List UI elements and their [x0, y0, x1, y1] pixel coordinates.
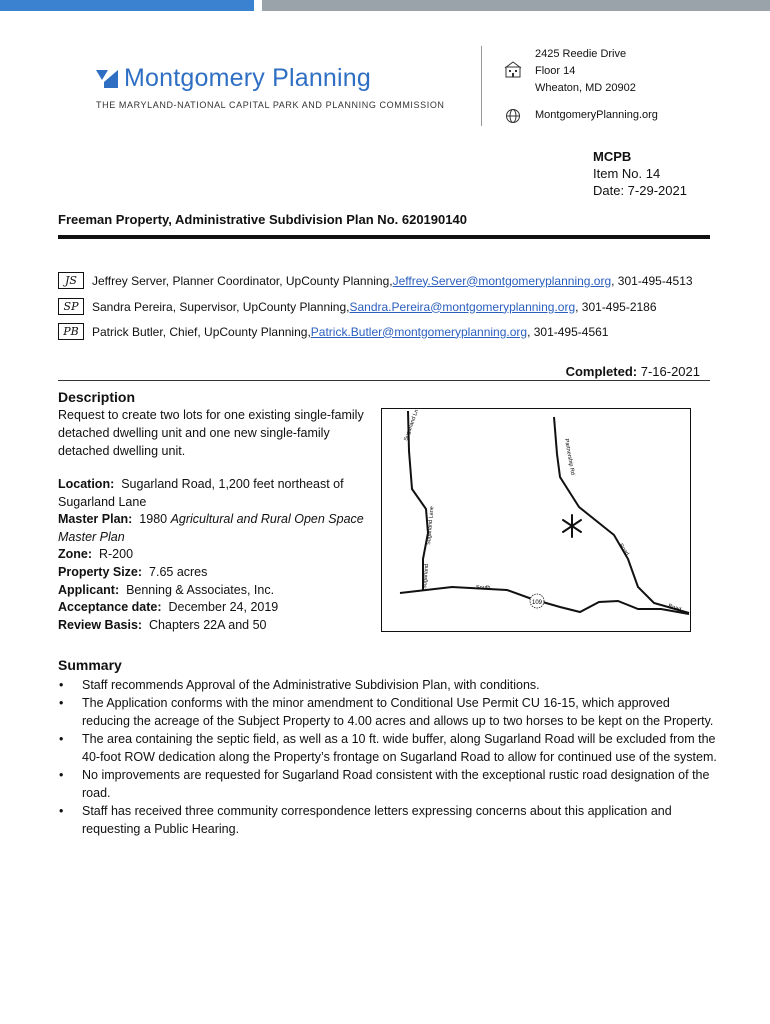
summary-item-text: No improvements are requested for Sugarland Road consistent with the exceptional rustic road designation of the road.	[82, 768, 710, 800]
detail-label: Location:	[58, 477, 115, 491]
staff-contact	[58, 323, 608, 340]
completed-value: 7-16-2021	[640, 364, 700, 379]
summary-list	[58, 676, 718, 838]
meeting-board: MCPB	[593, 149, 632, 164]
detail-master-plan	[58, 511, 378, 546]
org-subtitle: THE MARYLAND-NATIONAL CAPITAL PARK AND PLANNING COMMISSION	[96, 100, 445, 110]
map-route-label: 109	[531, 600, 543, 606]
staff-text: Sandra Pereira, Supervisor, UpCounty Planning,	[92, 299, 350, 314]
summary-item-text: The area containing the septic field, as well as a 10 ft. wide buffer, along Sugarland Road will be excluded from the 40-foot ROW dedication along the Property’s frontage on Sugarland Road to allow for continued use of the system.	[82, 732, 717, 764]
staff-phone: , 301-495-4561	[527, 324, 609, 339]
description-text: Request to create two lots for one existing single-family detached dwelling unit and one new single-family detached dwelling unit.	[58, 408, 364, 458]
vicinity-map	[381, 408, 691, 632]
bullet: •	[59, 804, 64, 818]
signature-initials: PB	[58, 323, 84, 340]
org-logo	[96, 64, 445, 110]
signature-initials: SP	[58, 298, 84, 315]
detail-label: Property Size:	[58, 564, 143, 579]
map-road-label: Partnership Rd	[563, 438, 576, 476]
meeting-item: Item No. 14	[593, 166, 661, 181]
project-details	[58, 476, 378, 634]
map-road-label: South	[476, 585, 491, 591]
detail-value: 7.65 acres	[149, 564, 208, 579]
staff-phone: , 301-495-2186	[575, 299, 657, 314]
top-bar-gray	[262, 0, 770, 11]
detail-review-basis	[58, 617, 378, 635]
address-line: 2425 Reedie Drive	[535, 48, 627, 60]
completed-date	[566, 364, 700, 379]
map-road-label: Road	[617, 542, 630, 557]
detail-value: R-200	[98, 547, 134, 562]
detail-label: Zone:	[58, 547, 93, 562]
globe-icon	[505, 108, 521, 124]
bullet: •	[59, 732, 64, 746]
address-line: Floor 14	[535, 65, 576, 77]
bullet: •	[59, 768, 64, 782]
detail-value: Chapters 22A and 50	[149, 617, 267, 632]
description-heading: Description	[58, 389, 136, 405]
title-rule	[58, 235, 710, 239]
detail-value: December 24, 2019	[168, 600, 279, 615]
detail-value: Benning & Associates, Inc.	[126, 582, 275, 597]
staff-text: Jeffrey Server, Planner Coordinator, UpCounty Planning,	[92, 273, 393, 288]
org-name: Montgomery Planning	[124, 64, 371, 92]
staff-email-link[interactable]: Jeffrey.Server@montgomeryplanning.org	[392, 273, 612, 288]
summary-item-text: Staff has received three community correspondence letters expressing concerns about this application and requesting a Public Hearing.	[82, 804, 672, 836]
building-icon	[504, 60, 522, 78]
header-divider	[481, 46, 482, 126]
staff-email-link[interactable]: Patrick.Butler@montgomeryplanning.org	[310, 324, 528, 339]
detail-acceptance-date	[58, 599, 378, 617]
detail-applicant	[58, 582, 378, 600]
address-block	[535, 46, 636, 97]
vicinity-map-drawing	[382, 409, 690, 631]
document-title: Freeman Property, Administrative Subdivision Plan No. 620190140	[58, 212, 467, 227]
map-road-label: Sugarland Lane	[426, 505, 436, 546]
bullet: •	[59, 696, 64, 710]
summary-heading: Summary	[58, 657, 122, 673]
detail-label: Acceptance date:	[58, 600, 162, 615]
address-line: Wheaton, MD 20902	[535, 82, 636, 94]
map-road	[400, 587, 689, 614]
meeting-info	[593, 148, 687, 199]
staff-phone: , 301-495-4513	[611, 273, 693, 288]
map-road-label: Sugarland	[422, 563, 431, 590]
montgomery-logo-icon	[96, 68, 118, 90]
top-bar-blue	[0, 0, 254, 11]
section-rule	[58, 380, 710, 381]
detail-label: Applicant:	[58, 582, 120, 597]
meeting-date: Date: 7-29-2021	[593, 183, 687, 198]
map-road-label: Road	[667, 603, 682, 613]
completed-label: Completed:	[565, 364, 638, 379]
summary-item	[58, 730, 718, 766]
detail-value: Sugarland Road, 1,200 feet northeast of Sugarland Lane	[58, 477, 344, 509]
map-road	[554, 417, 689, 613]
asterisk-icon	[563, 515, 581, 537]
summary-item	[58, 694, 718, 730]
summary-item-text: Staff recommends Approval of the Administrative Subdivision Plan, with conditions.	[82, 678, 540, 692]
detail-value-italic: Agricultural and Rural Open Space Master Plan	[58, 512, 364, 544]
detail-property-size	[58, 564, 378, 582]
detail-label: Master Plan:	[58, 512, 133, 527]
summary-item	[58, 802, 718, 838]
website-link[interactable]: MontgomeryPlanning.org	[535, 109, 658, 121]
signature-initials: JS	[58, 272, 84, 289]
staff-email-link[interactable]: Sandra.Pereira@montgomeryplanning.org	[349, 299, 576, 314]
bullet: •	[59, 678, 64, 692]
map-road-label: Sugarland Ln	[403, 409, 421, 442]
staff-contact	[58, 272, 693, 289]
staff-text: Patrick Butler, Chief, UpCounty Planning,	[92, 324, 311, 339]
detail-value: 1980	[139, 512, 171, 527]
summary-item	[58, 676, 718, 694]
detail-location	[58, 476, 378, 511]
detail-zone	[58, 546, 378, 564]
summary-item-text: The Application conforms with the minor amendment to Conditional Use Permit CU 16-15, which approved reducing the acreage of the Subject Property to 4.00 acres and allows up to two horses to be kept on the Property.	[82, 696, 714, 728]
detail-label: Review Basis:	[58, 617, 143, 632]
staff-contact	[58, 298, 657, 315]
summary-item	[58, 766, 718, 802]
